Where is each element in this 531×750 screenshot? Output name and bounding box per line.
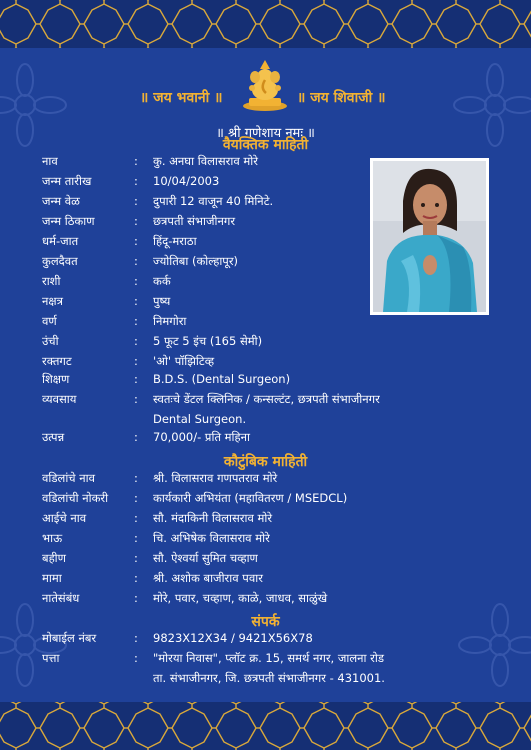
- biodata-header: [0, 60, 531, 116]
- row-value: कर्क: [153, 274, 171, 288]
- row-value: मोरे, पवार, चव्हाण, काळे, जाधव, साळुंखे: [153, 591, 328, 605]
- row-value: 9823X12X34 / 9421X56X78: [153, 631, 313, 645]
- row-colon: :: [134, 354, 138, 368]
- row-label: उंची: [42, 334, 59, 348]
- row-value: "मोरया निवास", प्लॉट क्र. 15, समर्थ नगर, जालना रोड: [153, 651, 385, 665]
- row-colon: :: [134, 234, 138, 248]
- row-colon: :: [134, 274, 138, 288]
- row-value: स्वतःचे डेंटल क्लिनिक / कन्सल्टंट, छत्रपती संभाजीनगर: [153, 392, 380, 406]
- row-label: राशी: [42, 274, 61, 288]
- bottom-border-band: [0, 702, 531, 750]
- row-value: पुष्य: [153, 294, 171, 308]
- row-colon: :: [134, 334, 138, 348]
- row-colon: :: [134, 214, 138, 228]
- row-label: मामा: [42, 571, 62, 585]
- row-value: B.D.S. (Dental Surgeon): [153, 372, 291, 386]
- row-colon: :: [134, 471, 138, 485]
- row-value: हिंदू-मराठा: [153, 234, 197, 248]
- row-colon: :: [134, 531, 138, 545]
- row-label: जन्म तारीख: [42, 174, 92, 188]
- jay-shivaji-text: ॥ जय शिवाजी ॥: [297, 90, 386, 106]
- row-colon: :: [134, 430, 138, 444]
- row-value: छत्रपती संभाजीनगर: [153, 214, 236, 228]
- row-label: नाव: [42, 154, 58, 168]
- row-colon: :: [134, 314, 138, 328]
- row-value: 'ओ' पॉझिटिव्ह: [153, 354, 215, 368]
- row-label: शिक्षण: [42, 372, 70, 386]
- jay-bhavani-text: ॥ जय भवानी ॥: [140, 90, 223, 106]
- profile-photo-image: [373, 161, 486, 312]
- top-lattice-pattern: [0, 0, 531, 48]
- row-value: दुपारी 12 वाजून 40 मिनिटे.: [153, 194, 274, 208]
- row-value: कु. अनघा विलासराव मोरे: [153, 154, 258, 168]
- row-value: सौ. ऐश्वर्या सुमित चव्हाण: [153, 551, 258, 565]
- row-colon: :: [134, 294, 138, 308]
- row-colon: :: [134, 392, 138, 406]
- row-colon: :: [134, 571, 138, 585]
- row-value: 10/04/2003: [153, 174, 220, 188]
- row-label: उत्पन्न: [42, 430, 65, 444]
- row-value: श्री. अशोक बाजीराव पवार: [153, 571, 263, 585]
- row-label: बहीण: [42, 551, 66, 565]
- row-colon: :: [134, 551, 138, 565]
- row-colon: :: [134, 651, 138, 665]
- row-label: आईचे नाव: [42, 511, 87, 525]
- row-label: मोबाईल नंबर: [42, 631, 97, 645]
- row-colon: :: [134, 591, 138, 605]
- row-label: जन्म वेळ: [42, 194, 80, 208]
- row-label: जन्म ठिकाण: [42, 214, 95, 228]
- row-colon: :: [134, 194, 138, 208]
- row-label: नक्षत्र: [42, 294, 63, 308]
- row-label: भाऊ: [42, 531, 63, 545]
- section-title-contact: संपर्क: [251, 614, 280, 630]
- row-colon: :: [134, 372, 138, 386]
- row-colon: :: [134, 174, 138, 188]
- bottom-lattice-pattern: [0, 702, 531, 750]
- row-value: ज्योतिबा (कोल्हापूर): [153, 254, 239, 268]
- row-value: निमगोरा: [153, 314, 187, 328]
- shri-ganeshay-namah: ॥ श्री गणेशाय नमः ॥: [216, 126, 315, 141]
- row-colon: :: [134, 254, 138, 268]
- section-title-family: कौटुंबिक माहिती: [223, 454, 308, 470]
- row-label: पत्ता: [42, 651, 60, 665]
- row-value: कार्यकारी अभियंता (महावितरण / MSEDCL): [153, 491, 348, 505]
- row-value: सौ. मंदाकिनी विलासराव मोरे: [153, 511, 273, 525]
- section-title-personal: वैयक्तिक माहिती: [222, 137, 309, 153]
- row-label: व्यवसाय: [42, 392, 77, 406]
- row-value: श्री. विलासराव गणपतराव मोरे: [153, 471, 278, 485]
- row-colon: :: [134, 631, 138, 645]
- row-value: 5 फूट 5 इंच (165 सेमी): [153, 334, 263, 348]
- row-label: धर्म-जात: [42, 234, 79, 248]
- ganesha-idol-icon: [240, 60, 290, 112]
- row-label: नातेसंबंध: [42, 591, 80, 605]
- row-label: रक्तगट: [42, 354, 72, 368]
- row-value: Dental Surgeon.: [153, 412, 247, 426]
- row-colon: :: [134, 511, 138, 525]
- row-value: 70,000/- प्रति महिना: [153, 430, 250, 444]
- profile-photo: [370, 158, 489, 315]
- row-value: ता. संभाजीनगर, जि. छत्रपती संभाजीनगर - 431001.: [153, 671, 385, 685]
- row-label: वडिलांची नोकरी: [42, 491, 109, 505]
- row-label: वर्ण: [42, 314, 57, 328]
- row-value: चि. अभिषेक विलासराव मोरे: [153, 531, 270, 545]
- row-colon: :: [134, 491, 138, 505]
- row-label: कुलदैवत: [42, 254, 78, 268]
- row-colon: :: [134, 154, 138, 168]
- row-label: वडिलांचे नाव: [42, 471, 96, 485]
- top-border-band: [0, 0, 531, 48]
